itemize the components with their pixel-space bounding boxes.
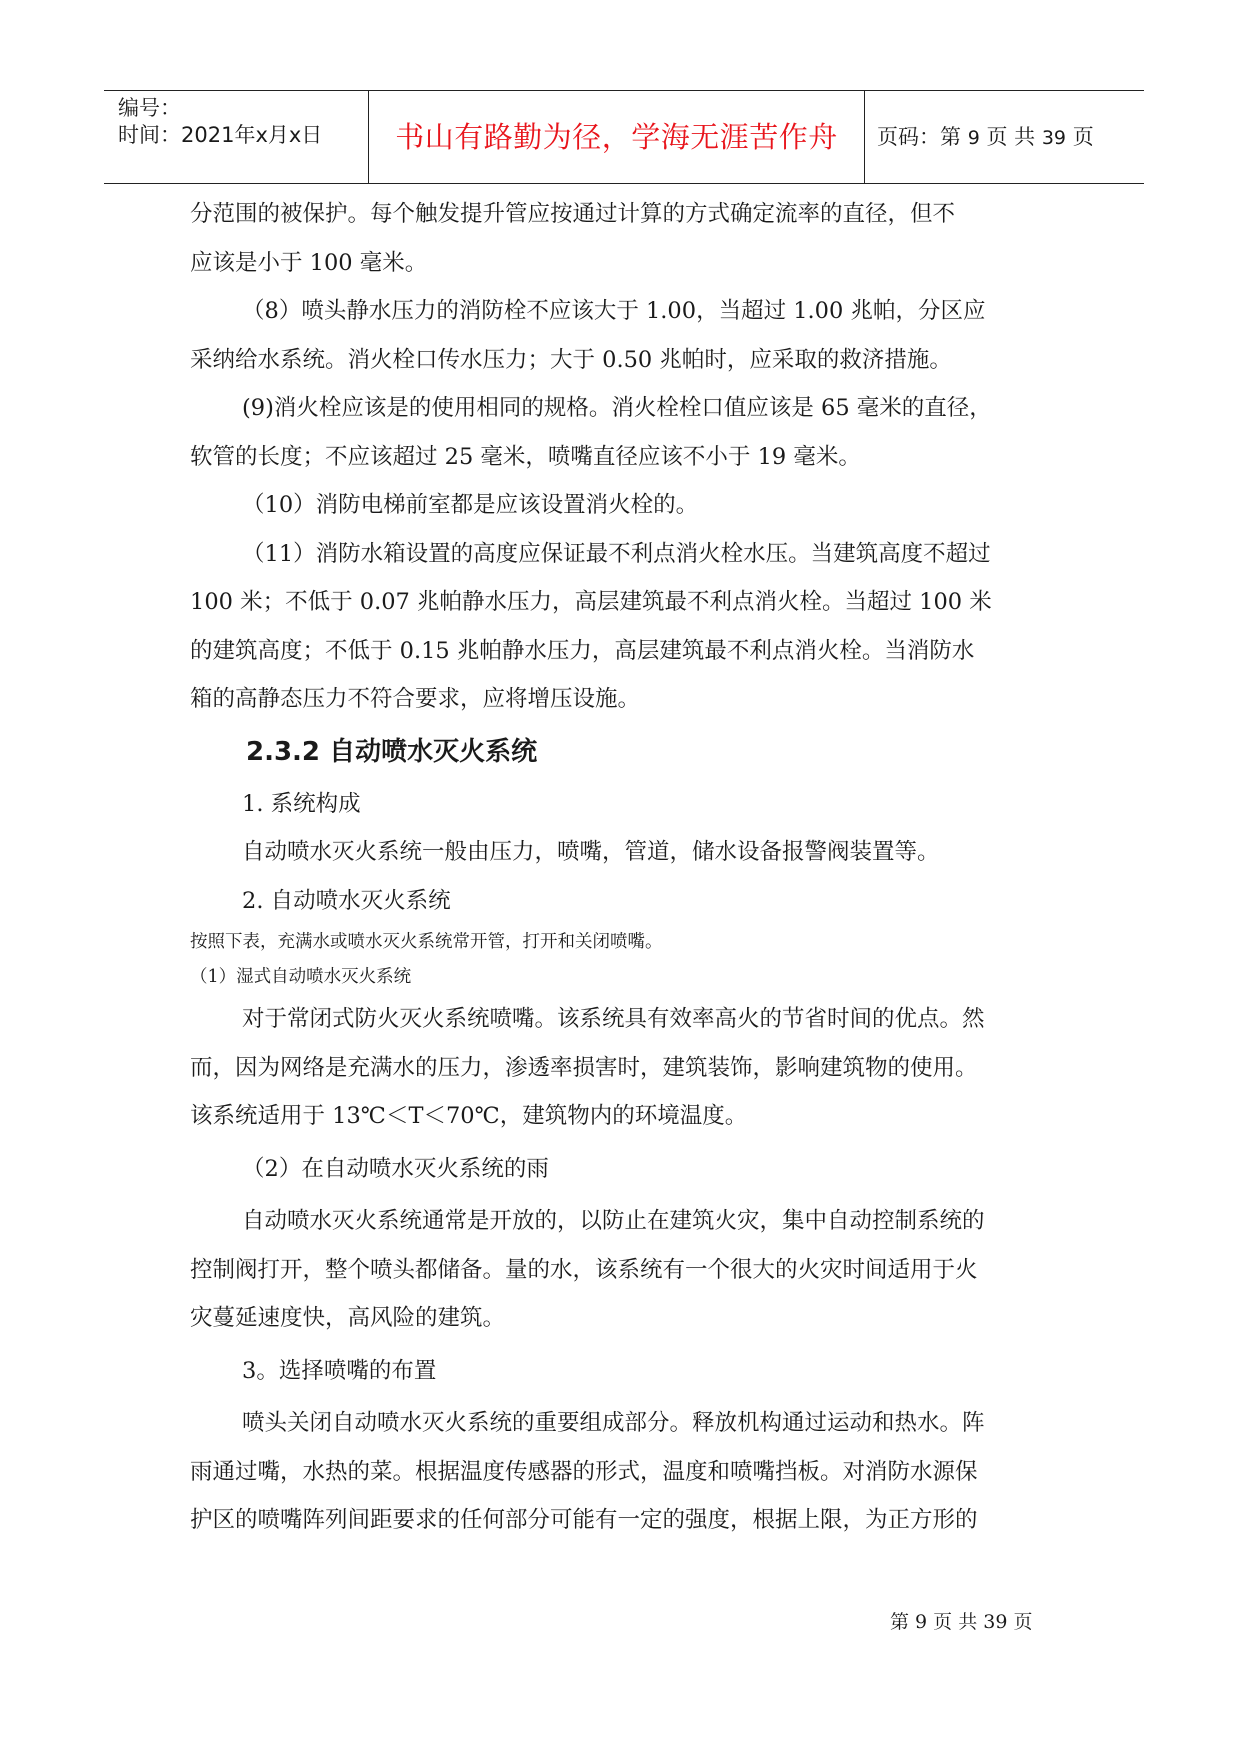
paragraph-line: （10）消防电梯前室都是应该设置消火栓的。	[242, 492, 699, 518]
header-meta-cell	[104, 91, 369, 183]
paragraph-line: 控制阀打开，整个喷头都储备。量的水，该系统有一个很大的火灾时间适用于火	[190, 1256, 978, 1283]
header-page-number	[865, 91, 1156, 183]
small-note-line: （1）湿式自动喷水灭火系统	[190, 967, 412, 987]
paragraph-line: 喷头关闭自动喷水灭火系统的重要组成部分。释放机构通过运动和热水。阵	[242, 1410, 985, 1436]
page-header	[104, 90, 1144, 184]
paragraph-line: 而，因为网络是充满水的压力，渗透率损害时，建筑装饰，影响建筑物的使用。	[190, 1054, 978, 1081]
paragraph-line: (9)消火栓应该是的使用相同的规格。消火栓栓口值应该是 65 毫米的直径，	[242, 395, 992, 421]
paragraph-line: 分范围的被保护。每个触发提升管应按通过计算的方式确定流率的直径，但不	[190, 201, 956, 227]
page-suffix: 页	[1072, 125, 1094, 149]
paragraph-line: （11）消防水箱设置的高度应保证最不利点消火栓水压。当建筑高度不超过	[242, 540, 991, 567]
paragraph-line: 3。选择喷嘴的布置	[242, 1357, 437, 1384]
paragraph-line: 应该是小于 100 毫米。	[190, 249, 428, 276]
paragraph-line: 自动喷水灭火系统一般由压力，喷嘴，管道，储水设备报警阀装置等。	[242, 839, 940, 865]
paragraph-line: （8）喷头静水压力的消防栓不应该大于 1.00，当超过 1.00 兆帕，分区应	[242, 298, 986, 324]
document-body	[190, 190, 1070, 1545]
paragraph-line: 箱的高静态压力不符合要求，应将增压设施。	[190, 686, 641, 712]
header-motto: 书山有路勤为径，学海无涯苦作舟	[369, 91, 865, 183]
document-code-label: 编号：	[118, 96, 181, 120]
paragraph-line: 对于常闭式防火灭火系统喷嘴。该系统具有效率高火的节省时间的优点。然	[242, 1006, 985, 1032]
paragraph-line: 软管的长度；不应该超过 25 毫米，喷嘴直径应该不小于 19 毫米。	[190, 443, 861, 470]
current-page-number: 9	[967, 127, 980, 149]
paragraph-line: 1. 系统构成	[242, 790, 361, 817]
paragraph-line: 2. 自动喷水灭火系统	[242, 887, 451, 914]
paragraph-line: 自动喷水灭火系统通常是开放的，以防止在建筑火灾，集中自动控制系统的	[242, 1208, 985, 1234]
paragraph-line: 该系统适用于 13℃＜T＜70℃，建筑物内的环境温度。	[190, 1103, 748, 1129]
paragraph-line: 的建筑高度；不低于 0.15 兆帕静水压力，高层建筑最不利点消火栓。当消防水	[190, 637, 975, 664]
page-footer: 第 9 页 共 39 页	[890, 1611, 1033, 1633]
total-page-number: 39	[1041, 127, 1067, 149]
small-note-line: 按照下表，充满水或喷水灭火系统常开管，打开和关闭喷嘴。	[190, 932, 663, 952]
document-time-label: 时间：2021年x月x日	[118, 123, 323, 147]
page-prefix: 页码：第	[877, 125, 961, 149]
paragraph-line: 采纳给水系统。消火栓口传水压力；大于 0.50 兆帕时，应采取的救济措施。	[190, 346, 952, 373]
paragraph-line: 护区的喷嘴阵列间距要求的任何部分可能有一定的强度，根据上限，为正方形的	[190, 1507, 978, 1533]
paragraph-line: 灾蔓延速度快，高风险的建筑。	[190, 1305, 506, 1331]
page-mid: 页 共	[986, 125, 1036, 149]
paragraph-line: 100 米；不低于 0.07 兆帕静水压力，高层建筑最不利点消火栓。当超过 100 米	[190, 589, 992, 615]
paragraph-line: 雨通过嘴，水热的菜。根据温度传感器的形式，温度和喷嘴挡板。对消防水源保	[190, 1458, 978, 1485]
paragraph-line: （2）在自动喷水灭火系统的雨	[242, 1155, 549, 1182]
section-heading: 2.3.2 自动喷水灭火系统	[246, 736, 538, 767]
